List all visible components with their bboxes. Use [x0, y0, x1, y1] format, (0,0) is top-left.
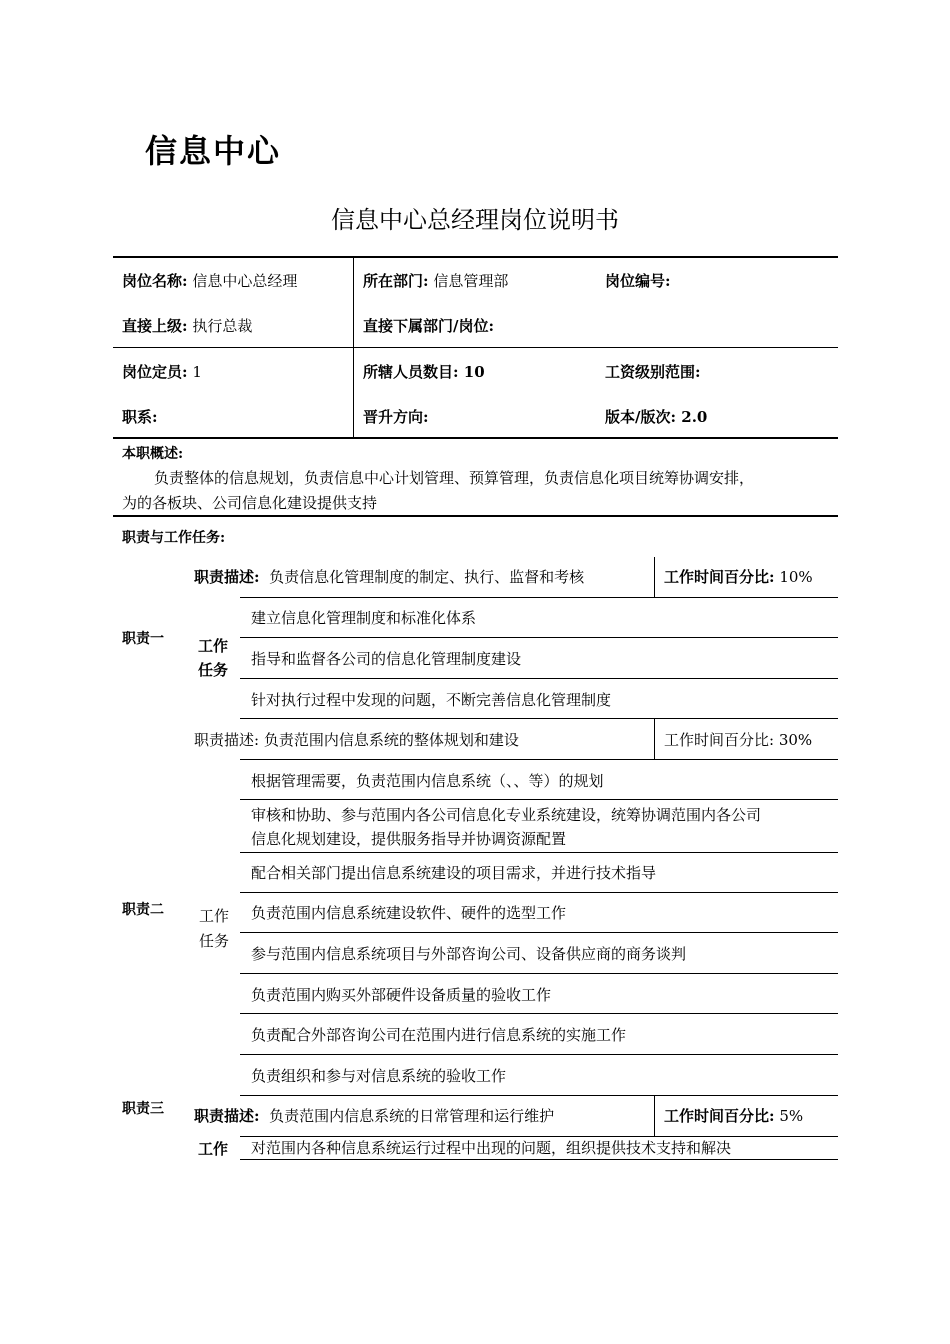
duty-1-desc-text: 负责信息化管理制度的制定、执行、监督和考核: [269, 568, 585, 586]
department-field: [363, 271, 508, 291]
duty-2-task: 负责范围内购买外部硬件设备质量的验收工作: [251, 986, 552, 1004]
duty-2-rule-2: [240, 799, 838, 800]
duty-2-rule-6: [240, 973, 838, 974]
duty-2-rule-8: [240, 1054, 838, 1055]
headcount-value: 1: [192, 363, 202, 381]
summary-line-1: 负责整体的信息规划，负责信息中心计划管理、预算管理，负责信息化项目统筹协调安排，: [154, 469, 755, 487]
duty-1-task-label-1: 工作: [198, 637, 229, 655]
salary-range-label: 工资级别范围:: [605, 363, 701, 381]
summary-bottom-border: [113, 515, 838, 517]
duty-3-desc-text: 负责范围内信息系统的日常管理和运行维护: [269, 1107, 555, 1125]
duty-1-pct-label: 工作时间百分比:: [664, 568, 775, 586]
position-number-label: 岗位编号:: [605, 272, 671, 290]
managed-staff-value: 10: [463, 363, 485, 381]
info-table-bottom-border: [113, 437, 838, 439]
duty-2-desc-text: 负责范围内信息系统的整体规划和建设: [263, 731, 519, 749]
duty-2-pct-label: 工作时间百分比:: [664, 731, 775, 749]
duty-2-task: 审核和协助、参与范围内各公司信息化专业系统建设，统筹协调范围内各公司: [251, 806, 762, 824]
duty-3-pct-label: 工作时间百分比:: [664, 1107, 775, 1125]
duty-1-name: 职责一: [122, 631, 164, 647]
department-heading: 信息中心: [145, 132, 282, 170]
duty-1-task: 指导和监督各公司的信息化管理制度建设: [251, 650, 522, 668]
duty-3-task: 对范围内各种信息系统运行过程中出现的问题，组织提供技术支持和解决: [251, 1139, 732, 1157]
duty-2-pct-value: 30%: [778, 731, 813, 749]
version-field: [605, 407, 707, 427]
duty-2-task: 参与范围内信息系统项目与外部咨询公司、设备供应商的商务谈判: [251, 945, 687, 963]
subordinate-label: 直接下属部门/岗位:: [363, 317, 495, 335]
duty-3-name: 职责三: [122, 1101, 164, 1117]
managed-staff-field: [363, 362, 485, 382]
duty-3-rule-1: [240, 1136, 838, 1137]
duty-1-rule-2: [240, 637, 838, 638]
duty-3-desc-label: 职责描述:: [194, 1107, 260, 1125]
duty-1-rule-3: [240, 678, 838, 679]
superior-field: [122, 316, 252, 336]
duty-1-rule-4: [240, 718, 838, 719]
duty-2-task: 负责范围内信息系统建设软件、硬件的选型工作: [251, 904, 567, 922]
duty-2-rule-4: [240, 892, 838, 893]
summary-line-2: 为的各板块、公司信息化建设提供支持: [122, 494, 378, 512]
duty-2-task-label-2: 任务: [199, 932, 230, 950]
duty-1-task-label-2: 任务: [198, 661, 229, 679]
promotion-label: 晋升方向:: [363, 408, 429, 426]
duty-2-task: 配合相关部门提出信息系统建设的项目需求，并进行技术指导: [251, 864, 657, 882]
duty-2-task-label-1: 工作: [199, 907, 230, 925]
duty-1-task: 针对执行过程中发现的问题，不断完善信息化管理制度: [251, 691, 612, 709]
duty-2-pct-divider: [654, 719, 655, 759]
duty-3-rule-2: [240, 1159, 838, 1160]
managed-staff-label: 所辖人员数目:: [363, 363, 459, 381]
duty-2-rule-1: [240, 759, 838, 760]
headcount-field: [122, 362, 202, 382]
duty-1-description: [194, 567, 584, 587]
duty-1-pct-value: 10%: [779, 568, 813, 586]
duty-1-desc-label: 职责描述:: [194, 568, 260, 586]
duty-2-name: 职责二: [122, 902, 164, 918]
job-series-label: 职系:: [122, 408, 158, 426]
department-value: 信息管理部: [433, 272, 509, 290]
duty-3-description: [194, 1106, 554, 1126]
duty-1-pct-divider: [654, 557, 655, 597]
position-name-field: [122, 271, 297, 291]
duty-2-rule-7: [240, 1013, 838, 1014]
duty-2-description: [194, 730, 519, 750]
info-table-column-divider: [353, 257, 354, 438]
department-label: 所在部门:: [363, 272, 429, 290]
version-value: 2.0: [681, 408, 708, 426]
duty-3-pct-value: 5%: [779, 1107, 804, 1125]
superior-label: 直接上级:: [122, 317, 188, 335]
headcount-label: 岗位定员:: [122, 363, 188, 381]
version-label: 版本/版次:: [605, 408, 677, 426]
duty-2-rule-5: [240, 932, 838, 933]
duties-label: 职责与工作任务:: [122, 530, 226, 546]
position-name-label: 岗位名称:: [122, 272, 188, 290]
duty-2-desc-label: 职责描述:: [194, 731, 260, 749]
duty-2-task: 负责配合外部咨询公司在范围内进行信息系统的实施工作: [251, 1026, 627, 1044]
duty-2-task: 根据管理需要，负责范围内信息系统（、、等）的规划: [251, 772, 604, 790]
summary-label: 本职概述:: [122, 446, 184, 462]
superior-value: 执行总裁: [192, 317, 253, 335]
info-table-top-border: [113, 256, 838, 258]
info-table-middle-border: [113, 347, 838, 348]
duty-1-task: 建立信息化管理制度和标准化体系: [251, 609, 477, 627]
duty-3-task-label-1: 工作: [198, 1140, 229, 1158]
duty-1-percentage: [664, 567, 813, 587]
document-title: 信息中心总经理岗位说明书: [331, 206, 619, 234]
duty-2-rule-9: [240, 1095, 838, 1096]
position-name-value: 信息中心总经理: [192, 272, 298, 290]
duty-2-task: 负责组织和参与对信息系统的验收工作: [251, 1067, 507, 1085]
duty-3-percentage: [664, 1106, 803, 1126]
duty-3-pct-divider: [654, 1096, 655, 1136]
duty-2-task: 信息化规划建设，提供服务指导并协调资源配置: [251, 830, 567, 848]
duty-1-rule-1: [240, 597, 838, 598]
duty-2-rule-3: [240, 852, 838, 853]
duty-2-percentage: [664, 730, 812, 750]
